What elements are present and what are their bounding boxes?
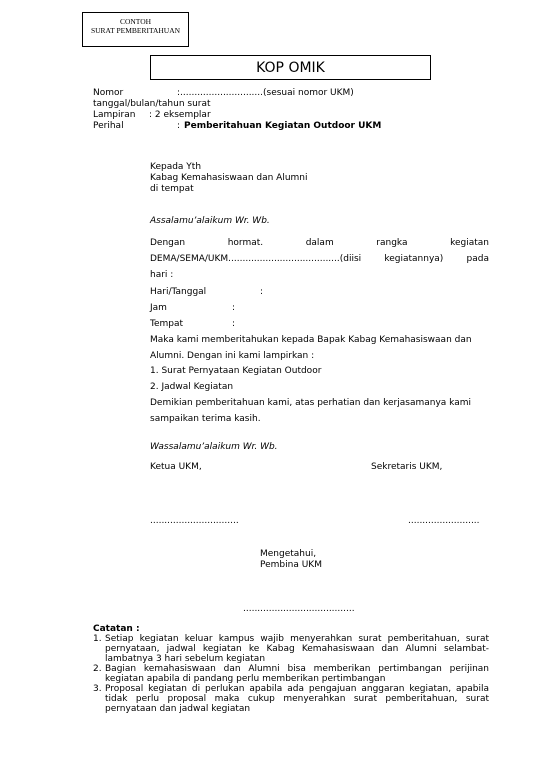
stamp-line-1: CONTOH — [119, 17, 152, 26]
word: rangka — [376, 238, 408, 248]
notes-list — [93, 634, 489, 714]
lampiran-label: Lampiran — [93, 110, 136, 120]
ketua-label: Ketua UKM, — [150, 462, 202, 472]
word: DEMA/SEMA/UKM.......................................(diisi — [150, 254, 362, 264]
hari-tanggal-label: Hari/Tanggal — [150, 287, 207, 297]
body-para3-line-2: sampaikan terima kasih. — [150, 414, 261, 424]
attachment-item-1: 1. Surat Pernyataan Kegiatan Outdoor — [150, 366, 322, 376]
word: kegiatan — [450, 238, 489, 248]
note-item — [93, 634, 489, 664]
body-para2-line-1: Maka kami memberitahukan kepada Bapak Kabag Kemahasiswaan dan — [150, 335, 472, 345]
note-text: Bagian kemahasiswaan dan Alumni bisa memberikan pertimbangan perijinan kegiatan apabila di pandang perlu memberikan pertimbangan — [105, 664, 489, 684]
document-type-stamp — [82, 12, 189, 47]
note-number: 2. — [93, 664, 102, 674]
pembina-signature-line: ....................................... — [243, 604, 355, 614]
tempat-colon: : — [232, 319, 236, 329]
jam-colon: : — [232, 303, 236, 313]
body-line-1 — [150, 238, 489, 249]
body-para2-line-2: Alumni. Dengan ini kami lampirkan : — [150, 351, 315, 361]
note-item — [93, 684, 489, 714]
mengetahui-label: Mengetahui, — [260, 549, 317, 559]
attachment-item-2: 2. Jadwal Kegiatan — [150, 382, 234, 392]
note-text: Setiap kegiatan keluar kampus wajib menyerahkan surat pemberitahuan, surat pernyataan, jadwal kegiatan ke Kabag Kemahasiswaan dan Alumni selambat-lambatnya 3 hari sebelum kegiatan — [105, 634, 489, 664]
note-number: 3. — [93, 684, 102, 694]
sekretaris-signature-line: ......................... — [408, 516, 480, 526]
tempat-label: Tempat — [150, 319, 184, 329]
word: kegiatannya) — [384, 254, 444, 264]
word: hormat. — [227, 238, 264, 248]
word: Dengan — [150, 238, 186, 248]
ketua-signature-line: ............................... — [150, 516, 239, 526]
nomor-value: :.............................(sesuai nomor UKM) — [177, 88, 354, 98]
word: pada — [466, 254, 489, 264]
notes-title: Catatan : — [93, 624, 140, 634]
nomor-label: Nomor — [93, 88, 124, 98]
lampiran-value: : 2 eksemplar — [149, 110, 211, 120]
perihal-colon: : — [177, 121, 181, 131]
letterhead-title: KOP OMIK — [256, 60, 325, 76]
recipient-line-2: Kabag Kemahasiswaan dan Alumni — [150, 173, 308, 183]
recipient-line-3: di tempat — [150, 184, 194, 194]
body-line-2 — [150, 254, 489, 265]
note-number: 1. — [93, 634, 102, 644]
body-para3-line-1: Demikian pemberitahuan kami, atas perhatian dan kerjasamanya kami — [150, 398, 471, 408]
closing-greeting: Wassalamu’alaikum Wr. Wb. — [150, 442, 278, 452]
sekretaris-label: Sekretaris UKM, — [371, 462, 443, 472]
word: dalam — [305, 238, 334, 248]
letterhead-box — [150, 55, 431, 80]
note-item — [93, 664, 489, 684]
note-text: Proposal kegiatan di perlukan apabila ada pengajuan anggaran kegiatan, apabila tidak perlu proposal maka cukup menyerahkan surat pemberitahuan, surat pernyataan dan jadwal kegiatan — [105, 684, 489, 714]
opening-greeting: Assalamu’alaikum Wr. Wb. — [150, 216, 270, 226]
perihal-label: Perihal — [93, 121, 124, 131]
pembina-label: Pembina UKM — [260, 560, 322, 570]
stamp-line-2: SURAT PEMBERITAHUAN — [90, 26, 181, 35]
hari-tanggal-colon: : — [260, 287, 264, 297]
date-line: tanggal/bulan/tahun surat — [93, 99, 211, 109]
recipient-line-1: Kepada Yth — [150, 162, 202, 172]
body-line-3: hari : — [150, 270, 174, 280]
jam-label: Jam — [150, 303, 167, 313]
perihal-value: Pemberitahuan Kegiatan Outdoor UKM — [184, 121, 382, 131]
